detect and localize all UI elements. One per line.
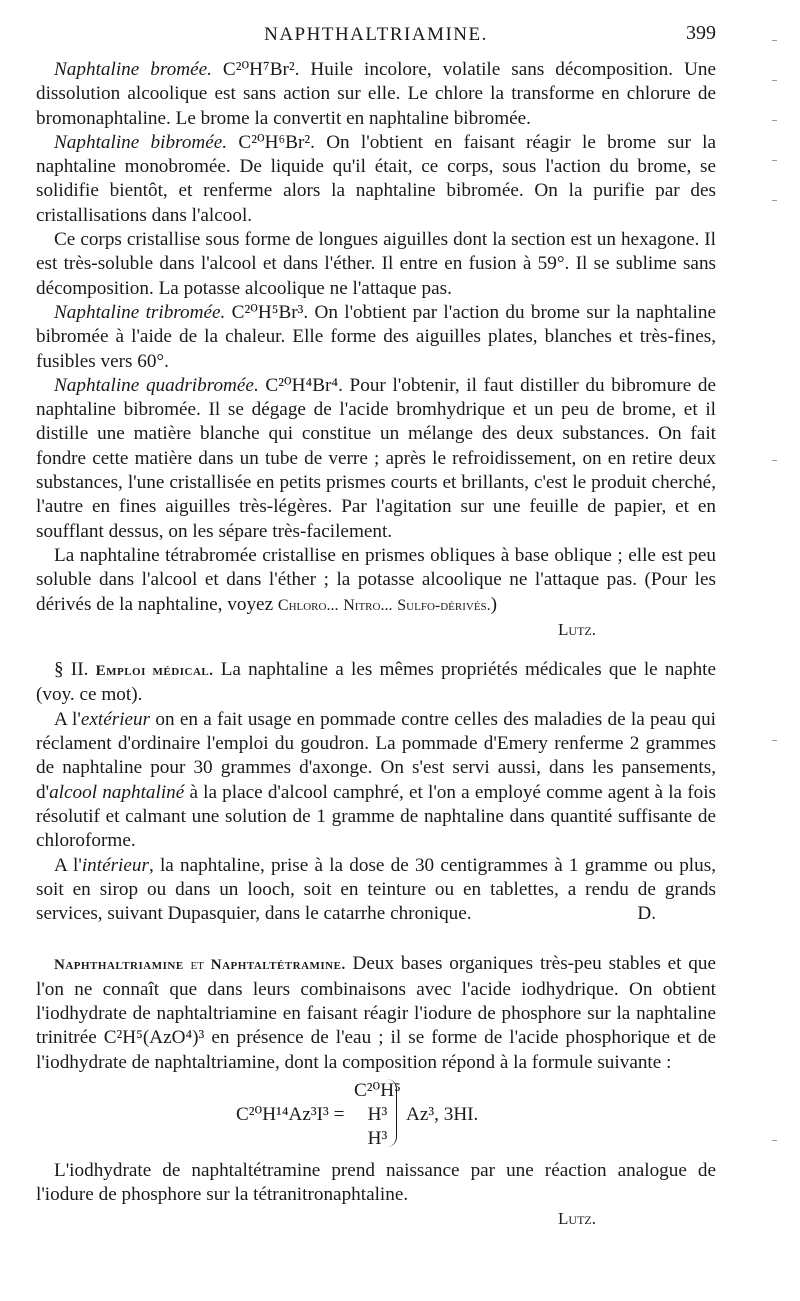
section-heading: Emploi médical.: [95, 663, 214, 680]
paragraph-text: A l': [54, 854, 82, 876]
cross-reference[interactable]: Nitro...: [343, 596, 393, 614]
article-title: Naphthaltriamine: [54, 957, 184, 974]
formula-term: H³: [367, 1103, 388, 1125]
chemical-formula: [36, 1079, 716, 1153]
section-text: La naphtaline a les mêmes propriétés médicales que le naphte (voy. ce mot).: [36, 659, 717, 706]
paragraph-interieur: [36, 854, 716, 927]
paragraph-text: L'iodhydrate de naphtaltétramine prend naissance par une réaction analogue de l'iodure de phosphore sur la tétranitronaphtaline.: [36, 1159, 716, 1206]
cross-reference[interactable]: Chloro...: [277, 596, 339, 614]
closing-paren: ): [490, 593, 498, 615]
formula-brace: [386, 1079, 397, 1147]
formula-rhs: Az³, 3HI.: [406, 1103, 479, 1125]
paragraph-text: La naphtaline tétrabromée cristallise en prismes obliques à base oblique ; elle est peu soluble dans l'alcool et dans l'éther ; la potasse alcoolique ne l'attaque pas. (Pour les dérivés de la naphtaline, voyez: [36, 544, 716, 615]
entry-formula: C²⁰H⁵Br³.: [231, 301, 309, 323]
formula-term: H³: [367, 1127, 388, 1149]
cross-reference[interactable]: Sulfo-dérivés.: [397, 596, 491, 614]
author-signature: Lutz.: [558, 1209, 596, 1229]
entry-text: On l'obtient en faisant réagir le brome sur la naphtaline monobromée. De liquide qu'il était, ce corps, sous l'action du brome, se solidifie bientôt, et renferme alors la naphtaline bibromée. On la purifie par des cristallisations dans l'alcool.: [36, 131, 717, 226]
section-emploi-medical: [36, 658, 716, 708]
entry-title: Naphtaline quadribromée.: [54, 374, 259, 396]
entry-title: Naphtaline bromée.: [54, 59, 212, 80]
formula-term: C²⁰H⁵: [354, 1079, 401, 1101]
article-text: Deux bases organiques très-peu stables et que l'on ne connaît que dans leurs combinaisons avec l'acide iodhydrique. On obtient l'iodhydrate de naphtaltriamine en faisant réagir l'iodure de phosphore sur la naphtaline trinitrée C²H⁵(AzO⁴)³ en présence de l'eau ; il se forme de l'acide phosphorique et de l'iodhydrate de naphtaltriamine, dont la composition répond à la formule suivante :: [36, 953, 717, 1073]
entry-naphtaline-bromee: [36, 58, 716, 131]
paragraph-text: on en a fait usage en pommade contre celles des maladies de la peau qui réclament d'ordinaire l'emploi du goudron. La pommade d'Emery renferme 2 grammes de naphtaline pour 30 grammes d'axonge. On s'est servi aussi, dans les pansements, d': [36, 708, 716, 803]
entry-formula: C²⁰H⁶Br².: [238, 131, 315, 153]
entry-formula: C²⁰H⁴Br⁴.: [265, 374, 343, 396]
article-title: Naphtaltétramine.: [210, 957, 346, 974]
paragraph-cristallisation: [36, 228, 716, 301]
emphasis: extérieur: [80, 708, 151, 730]
emphasis: alcool naphtaliné: [49, 781, 185, 803]
entry-naphtaline-quadribromee: [36, 374, 716, 544]
page-number: 399: [686, 22, 716, 44]
paragraph-tetrabromee: [36, 544, 716, 618]
paragraph-text: à la place d'alcool camphré, et l'on a employé comme agent à la fois résolutif et calmant une solution de 1 gramme de naphtaline dans quantité suffisante de chloroforme.: [36, 781, 717, 852]
entry-naphtaline-bibromee: [36, 131, 716, 228]
article-gap: [36, 926, 716, 952]
paragraph-exterieur: [36, 708, 716, 854]
entry-naphtaline-tribromee: [36, 301, 716, 374]
paragraph-naphtaltetramine: [36, 1159, 716, 1208]
author-signature: D.: [637, 903, 656, 925]
entry-title: Naphtaline tribromée.: [54, 301, 226, 323]
margin-scan-marks: [772, 40, 778, 1220]
page-header: [36, 24, 716, 54]
entry-text: On l'obtient par l'action du brome sur la naphtaline bibromée à l'aide de la chaleur. Elle forme des aiguilles plates, blanches et très-fines, fusibles vers 60°.: [36, 301, 717, 372]
emphasis: intérieur: [81, 854, 149, 876]
entry-text: Ce corps cristallise sous forme de longues aiguilles dont la section est un hexagone. Il est très-soluble dans l'alcool et dans l'éther. Il entre en fusion à 59°. Il se sublime sans décomposition. La potasse alcoolique ne l'attaque pas.: [36, 229, 716, 299]
entry-text: Huile incolore, volatile sans décomposition. Une dissolution alcoolique est sans action sur elle. Le chlore la transforme en chlorure de bromonaphtaline. Le brome la convertit en naphtaline bibromée.: [36, 59, 717, 129]
entry-formula: C²⁰H⁷Br².: [222, 59, 300, 80]
paragraph-text: A l': [54, 708, 81, 730]
article-naphthaltriamine: [36, 952, 716, 1074]
entry-text: Pour l'obtenir, il faut distiller du bibromure de naphtaline bibromée. Il se dégage de l'acide bromhydrique et un peu de brome, et il distille une matière blanche qui constitue un mélange des deux substances. On fait fondre cette matière dans un tube de verre ; après le refroidissement, on en retire deux substances, l'une cristallisée en petits prismes courts et brillants, c'est le produit cherché, l'autre en fines aiguilles très-légères. Par l'agitation sur une feuille de papier, et en soufflant dessus, on les sépare très-facilement.: [36, 374, 716, 542]
formula-lhs: C²⁰H¹⁴Az³I³ =: [236, 1103, 345, 1125]
article-conjunction: et: [190, 956, 204, 974]
running-title: NAPHTHALTRIAMINE.: [264, 24, 488, 45]
entry-title: Naphtaline bibromée.: [54, 131, 228, 153]
section-number: § II.: [54, 659, 89, 681]
paragraph-text: , la naphtaline, prise à la dose de 30 centigrammes à 1 gramme ou plus, soit en sirop ou dans un looch, soit en teinture ou en tablettes, a rendu de grands services, suivant Dupasquier, dans le catarrhe chronique.: [36, 854, 716, 925]
page-body: [36, 58, 716, 1232]
section-gap: [36, 642, 716, 658]
author-signature: Lutz.: [558, 619, 596, 639]
